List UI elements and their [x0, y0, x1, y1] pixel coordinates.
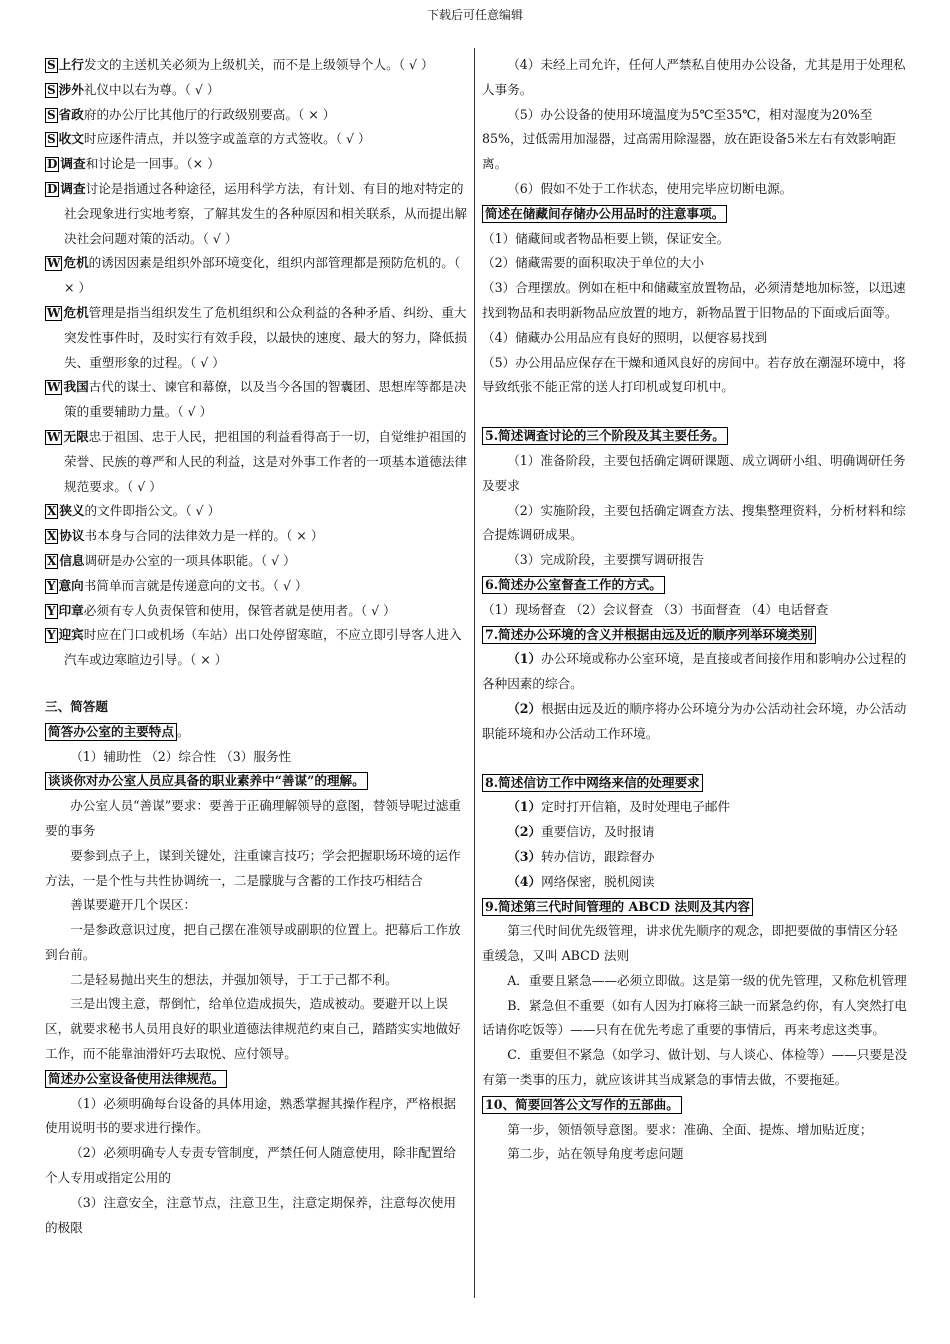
index-letter-badge: Y [47, 628, 56, 643]
spacer [482, 747, 908, 771]
tf-keyword: 危机 [63, 304, 89, 320]
answer-paragraph: （3）注意安全，注意节点，注意卫生，注意定期保养，注意每次使用的极限 [45, 1194, 457, 1235]
tf-statement: 书本身与合同的法律效力是一样的。（ × ） [84, 528, 324, 544]
answer-paragraph: 三是出馊主意，帮倒忙，给单位造成损失，造成被动。要避开以上误区，就要求秘书人员用良好的职业道德法律规范约束自己，踏踏实实地做好工作，而不能靠油滑奸巧去取悦、应付领导。 [45, 996, 461, 1062]
item-text: 根据由远及近的顺序将办公环境分为办公活动社会环境，办公活动职能环境和办公活动工作环境。 [482, 700, 907, 741]
question-title: 6.简述办公室督查工作的方式。 [482, 576, 665, 594]
tf-statement: 古代的谋士、谏官和幕僚，以及当今各国的智囊团、思想库等都是决策的重要辅助力量。（ √ ） [64, 379, 467, 420]
answer-paragraph: 要参到点子上，谋到关键处，注重谏言技巧；学会把握职场环境的运作方法，一是个性与共性协调统一，二是朦胧与含蓄的工作技巧相结合 [45, 847, 461, 888]
tf-item [45, 599, 468, 624]
index-letter-badge: Y [47, 578, 56, 593]
answer-paragraph: （3）合理摆放。例如在柜中和储藏室放置物品，必须清楚地加标签，以迅速找到物品和表明新物品应放置的地方，新物品置于旧物品的下面或后面等。 [482, 280, 906, 320]
tf-statement: 礼仪中以右为尊。（ √ ） [83, 81, 220, 97]
tf-statement: 忠于祖国、忠于人民，把祖国的利益看得高于一切，自觉维护祖国的荣誉、民族的尊严和人民的利益，这是对外事工作者的一项基本道德法律规范要求。（ √ ） [64, 428, 467, 494]
tf-statement: 书简单而言就是传递意向的文书。（ √ ） [83, 577, 308, 593]
answer-paragraph: （5）办公设备的使用环境温度为5℃至35℃，相对湿度为20%至85%，过低需用加湿器，过高需用除湿器，放在距设备5米左右有效影响距离。 [482, 106, 896, 172]
tf-statement: 管理是指当组织发生了危机组织和公众利益的各种矛盾、纠纷、重大突发性事件时，及时实行有效手段，以最快的速度、最大的努力，降低损失、重塑形象的过程。（ √ ） [64, 304, 467, 370]
answer-paragraph: （5）办公用品应保存在干燥和通风良好的房间中。若存放在潮湿环境中，将导致纸张不能正常的送人打印机或复印机中。 [482, 354, 906, 395]
question-title: 简述在储藏间存储办公用品时的注意事项。 [482, 205, 727, 223]
question-office-features [45, 720, 468, 770]
tf-keyword: 迎宾 [58, 627, 84, 643]
tf-item [45, 425, 468, 499]
answer-line: （1）辅助性 （2）综合性 （3）服务性 [70, 748, 292, 764]
question-5 [482, 424, 908, 573]
tf-statement: 时应逐件清点，并以签字或盖章的方式签收。（ √ ） [83, 131, 371, 147]
question-title: 8.简述信访工作中网络来信的处理要求 [482, 774, 703, 792]
index-letter-badge: S [47, 82, 56, 97]
index-letter-badge: S [47, 132, 56, 147]
item-lead: （4） [507, 873, 542, 889]
tf-statement: 府的办公厅比其他厅的行政级别要高。（ × ） [83, 106, 336, 122]
tf-item [45, 251, 468, 301]
tf-statement: 的诱因因素是组织外部环境变化，组织内部管理都是预防危机的。（ × ） [64, 255, 461, 296]
tf-statement: 和讨论是一回事。（× ） [85, 156, 220, 172]
index-letter-badge: D [47, 181, 58, 196]
question-title: 简答办公室的主要特点 [45, 723, 177, 741]
question-shanmou [45, 769, 468, 1067]
item-lead: （2） [507, 824, 542, 840]
answer-paragraph: A．重要且紧急——必须立即做。这是第一级的优先管理，又称危机管理 [507, 972, 907, 988]
tf-statement: 调研是办公室的一项具体职能。（ √ ） [84, 552, 296, 568]
spacer [482, 400, 908, 424]
tf-statement: 时应在门口或机场（车站）出口处停留寒暄，不应立即引导客人进入汽车或边寒暄边引导。（ × ） [64, 627, 462, 668]
question-6 [482, 573, 908, 623]
answer-paragraph: （3）完成阶段，主要撰写调研报告 [507, 552, 705, 568]
tf-item [45, 301, 468, 375]
answer-paragraph: （2）必须明确专人专责专管制度，严禁任何人随意使用，除非配置给个人专用或指定公用的 [45, 1145, 457, 1186]
item-text: 转办信访，跟踪督办 [541, 848, 655, 864]
tf-item [45, 375, 468, 425]
page-header: 下载后可任意编辑 [426, 8, 523, 22]
question-9 [482, 895, 908, 1093]
question-title: 9.简述第三代时间管理的 ABCD 法则及其内容 [482, 898, 753, 916]
answer-item [482, 870, 908, 895]
tf-statement: 的文件即指公文。（ √ ） [84, 503, 221, 519]
question-title: 7.简述办公环境的含义并根据由远及近的顺序列举环境类别 [482, 626, 816, 644]
answer-paragraph: C．重要但不紧急（如学习、做计划、与人谈心、体检等）——只要是没有第一类事的压力，就应该讲其当成紧急的事情去做，不要拖延。 [482, 1047, 908, 1088]
answer-paragraph: 善谋要避开几个误区： [70, 897, 197, 913]
question-7 [482, 623, 908, 747]
answer-paragraph: 第一步，领悟领导意图。要求：准确、全面、提炼、增加贴近度； [507, 1121, 873, 1137]
answer-paragraph: 第三代时间优先级管理，讲求优先顺序的观念，即把要做的事情区分轻重缓急，又叫 ABCD 法则 [482, 923, 898, 964]
tf-keyword: 无限 [63, 428, 89, 444]
answer-paragraph: B．紧急但不重要（如有人因为打麻将三缺一而紧急约你，有人突然打电话请你吃饭等）——只有在优先考虑了重要的事情后，再来考虑这类事。 [482, 997, 907, 1038]
answer-paragraph: （6）假如不处于工作状态，使用完毕应切断电源。 [507, 180, 793, 196]
tf-keyword: 危机 [63, 255, 89, 271]
answer-item [482, 820, 908, 845]
item-lead: （1） [507, 651, 542, 667]
item-lead: （3） [507, 848, 542, 864]
question-title: 10、简要回答公文写作的五部曲。 [482, 1096, 682, 1114]
tf-keyword: 收文 [58, 131, 84, 147]
answer-paragraph: （1）准备阶段，主要包括确定调研课题、成立调研小组、明确调研任务及要求 [482, 452, 906, 493]
tf-keyword: 我国 [63, 379, 89, 395]
tf-item [45, 152, 468, 177]
question-storage [482, 202, 908, 400]
answer-paragraph: （2）储藏需要的面积取决于单位的大小 [482, 255, 705, 271]
index-letter-badge: X [47, 553, 57, 568]
tf-keyword: 涉外 [58, 81, 84, 97]
tf-item [45, 78, 468, 103]
index-letter-badge: S [47, 58, 56, 72]
right-column [482, 53, 908, 1167]
answer-line: （1）现场督查 （2）会议督查 （3）书面督查 （4）电话督查 [482, 601, 829, 617]
tf-keyword: 上行 [58, 57, 84, 72]
item-lead: （1） [507, 799, 542, 815]
true-false-list [45, 53, 468, 673]
answer-paragraph: （4）储藏办公用品应有良好的照明，以便容易找到 [482, 329, 768, 345]
tf-keyword: 调查 [60, 156, 86, 172]
index-letter-badge: W [47, 380, 61, 395]
index-letter-badge: W [47, 305, 61, 320]
tf-item [45, 127, 468, 152]
index-letter-badge: W [47, 429, 61, 444]
tf-keyword: 调查 [60, 180, 86, 196]
answer-paragraph: 办公室人员“善谋”要求：要善于正确理解领导的意图，替领导呢过滤重要的事务 [45, 798, 461, 838]
answer-paragraph [482, 697, 908, 747]
column-divider [474, 48, 475, 1298]
tf-keyword: 省政 [58, 106, 84, 122]
answer-item [482, 845, 908, 870]
question-8 [482, 771, 908, 895]
answer-paragraph: （1）必须明确每台设备的具体用途，熟悉掌握其操作程序，严格根据使用说明书的要求进行操作。 [45, 1095, 457, 1136]
tf-statement: 必须有专人负责保管和使用，保管者就是使用者。（ √ ） [83, 602, 396, 618]
answer-paragraph: 二是轻易抛出夹生的想法，并强加领导，于工于己都不利。 [70, 971, 398, 987]
tf-item [45, 623, 468, 673]
tf-statement: 发文的主送机关必须为上级机关，而不是上级领导个人。（ √ ） [83, 57, 434, 72]
question-title: 谈谈你对办公室人员应具备的职业素养中“善谋”的理解。 [45, 772, 368, 790]
item-text: 网络保密，脱机阅读 [541, 873, 655, 889]
answer-paragraph: （4）未经上司允许，任何人严禁私自使用办公设备，尤其是用于处理私人事务。 [482, 57, 906, 97]
tf-keyword: 印章 [58, 602, 84, 618]
tf-keyword: 信息 [59, 552, 85, 568]
item-text: 重要信访，及时报请 [541, 824, 655, 840]
item-lead: （2） [507, 700, 542, 716]
answer-paragraph: 第二步，站在领导角度考虑问题 [507, 1146, 684, 1162]
index-letter-badge: Y [47, 603, 56, 618]
index-letter-badge: X [47, 504, 57, 519]
tf-item [45, 524, 468, 549]
answer-paragraph [482, 647, 908, 697]
section-title: 三、简答题 [45, 698, 108, 714]
left-column [45, 53, 468, 1240]
tf-item [45, 499, 468, 524]
answer-paragraph: 一是参政意识过度，把自己摆在准领导或副职的位置上。把幕后工作放到台前。 [45, 922, 461, 962]
question-equipment [45, 1067, 468, 1241]
index-letter-badge: D [47, 157, 58, 172]
tf-item [45, 549, 468, 574]
index-letter-badge: X [47, 529, 57, 544]
index-letter-badge: W [47, 256, 61, 271]
tf-keyword: 协议 [59, 528, 85, 544]
title-suffix: 。 [176, 723, 190, 739]
index-letter-badge: S [47, 107, 56, 122]
tf-item [45, 177, 468, 251]
question-10 [482, 1093, 908, 1167]
tf-item [45, 53, 468, 78]
tf-item [45, 103, 468, 128]
tf-statement: 讨论是指通过各种途径，运用科学方法，有计划、有目的地对特定的社会现象进行实地考察，了解其发生的各种原因和相关联系，从而提出解决社会问题对策的活动。（ √ ） [64, 180, 467, 246]
tf-keyword: 意向 [58, 577, 84, 593]
tf-keyword: 狭义 [59, 503, 85, 519]
answer-paragraph: （1）储藏间或者物品柜要上锁，保证安全。 [482, 230, 730, 246]
item-text: 办公环境或称办公室环境，是直接或者间接作用和影响办公过程的各种因素的综合。 [482, 651, 907, 692]
tf-item [45, 574, 468, 599]
item-text: 定时打开信箱，及时处理电子邮件 [541, 799, 731, 815]
answer-item [482, 795, 908, 820]
question-title: 5.简述调查讨论的三个阶段及其主要任务。 [482, 427, 728, 445]
question-title: 简述办公室设备使用法律规范。 [45, 1070, 227, 1088]
answer-paragraph: （2）实施阶段，主要包括确定调查方法、搜集整理资料，分析材料和综合提炼调研成果。 [482, 502, 906, 543]
